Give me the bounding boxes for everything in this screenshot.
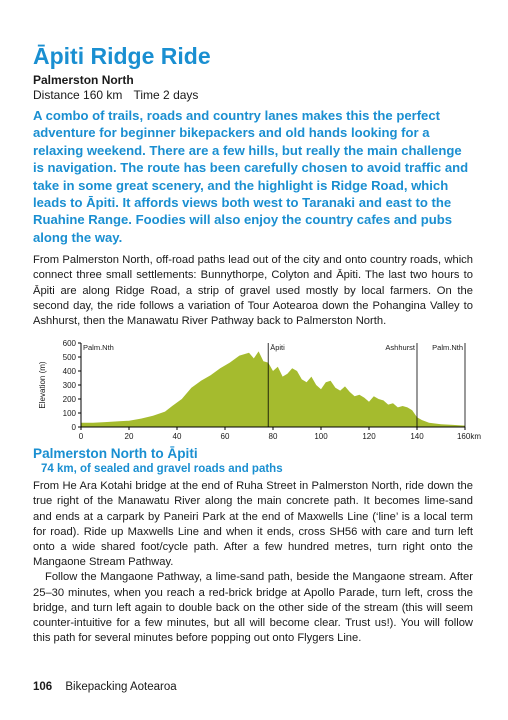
- marker-label: Palm.Nth: [83, 343, 114, 353]
- section-subtitle: 74 km, of sealed and gravel roads and paths: [41, 463, 283, 476]
- y-axis-label: Elevation (m): [38, 361, 47, 409]
- duration: Time 2 days: [133, 88, 199, 102]
- x-tick-label: 40: [172, 432, 182, 442]
- location: Palmerston North: [33, 73, 134, 87]
- elevation-area: [81, 352, 465, 428]
- page-title: Āpiti Ridge Ride: [33, 43, 211, 69]
- page-footer: [33, 681, 177, 693]
- y-tick-label: 400: [62, 367, 76, 377]
- y-tick-label: 100: [62, 409, 76, 419]
- directions-paragraph-1: From He Ara Kotahi bridge at the end of Ruha Street in Palmerston North, ride down the true right of the Manawatu River along the main concrete path. It becomes lime-sand and ends at a carpark by Paneiri Park at the end of Maxwells Line (‘line’ is a local term for road). Ride up Maxwells Line and when it ends, cross SH56 with care and turn left onto a wide shared foot/cycle path. After a few hundred metres, turn right onto the Mangaone Stream Pathway.: [33, 480, 473, 569]
- overview-paragraph: From Palmerston North, off-road paths lead out of the city and onto country roads, which connect three small settlements: Bunnythorpe, Colyton and Āpiti. The last two hours to Āpiti are along Ridge Road, a strip of gravel used mostly by local farmers. On the second day, the ride follows a variation of Tour Aotearoa down the Pohangina Valley to Ashhurst, then the Manawatu River Pathway back to Palmerston North.: [33, 254, 473, 328]
- directions-paragraph-2: Follow the Mangaone Pathway, a lime-sand path, beside the Mangaone stream. After 25–30 minutes, when you reach a red-brick bridge at Apollo Parade, turn left, cross the bridge, and turn left again to double back on the other side of the stream (this will seem counter-intuitive for a few minutes, but all will become clear. Trust us!). You will follow this path for several minutes before popping out onto Flygers Line.: [33, 571, 473, 645]
- x-tick-label: 60: [220, 432, 230, 442]
- page-content: [33, 42, 482, 647]
- y-tick-label: 200: [62, 395, 76, 405]
- y-tick-label: 500: [62, 353, 76, 363]
- x-tick-label: 160km: [456, 432, 482, 442]
- route-meta: [33, 88, 473, 103]
- marker-label: Āpiti: [270, 343, 285, 353]
- x-tick-label: 80: [268, 432, 278, 442]
- x-tick-label: 140: [410, 432, 424, 442]
- book-title: Bikepacking Aotearoa: [65, 681, 177, 693]
- x-tick-label: 20: [124, 432, 134, 442]
- marker-label: Palm.Nth: [432, 343, 463, 353]
- page-number: 106: [33, 681, 53, 693]
- y-tick-label: 600: [62, 339, 76, 349]
- section-title: Palmerston North to Āpiti: [33, 446, 198, 462]
- y-tick-label: 300: [62, 381, 76, 391]
- intro-paragraph: A combo of trails, roads and country lanes makes this the perfect adventure for beginner bikepackers and old hands looking for a relaxing weekend. There are a few hills, but really the main challenge is navigation. The route has been carefully chosen to avoid traffic and take in some great scenery, and the highlight is Ridge Road, which leads to Āpiti. It affords views both west to Taranaki and east to the Ruahine Range. Foodies will also enjoy the country cafes and pubs along the way.: [33, 108, 469, 245]
- elevation-chart-svg: [33, 337, 482, 442]
- x-tick-label: 100: [314, 432, 328, 442]
- elevation-chart: [33, 337, 482, 442]
- marker-label: Ashhurst: [385, 343, 415, 353]
- y-tick-label: 0: [71, 423, 76, 433]
- x-tick-label: 0: [78, 432, 84, 442]
- distance: Distance 160 km: [33, 88, 123, 102]
- x-tick-label: 120: [362, 432, 376, 442]
